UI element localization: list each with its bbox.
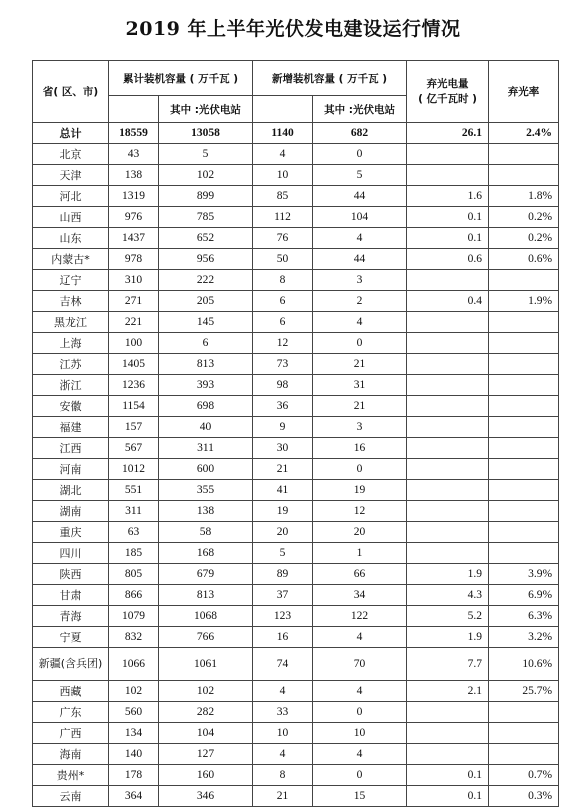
cumulative-capacity-cell: 43 <box>109 144 159 165</box>
cumulative-station-cell: 6 <box>159 333 253 354</box>
curtailed-energy-cell <box>407 723 489 744</box>
subheader-cumulative-total <box>109 96 159 123</box>
region-cell: 湖南 <box>33 501 109 522</box>
curtailment-rate-cell <box>489 165 559 186</box>
table-row <box>33 375 559 396</box>
curtailment-rate-cell <box>489 354 559 375</box>
cumulative-capacity-cell: 364 <box>109 786 159 807</box>
region-cell: 陕西 <box>33 564 109 585</box>
region-cell: 甘肃 <box>33 585 109 606</box>
region-cell: 浙江 <box>33 375 109 396</box>
curtailment-rate-cell: 0.2% <box>489 228 559 249</box>
region-cell: 天津 <box>33 165 109 186</box>
cumulative-capacity-cell: 1319 <box>109 186 159 207</box>
region-cell: 山东 <box>33 228 109 249</box>
curtailment-rate-cell: 1.9% <box>489 291 559 312</box>
new-station-cell: 1 <box>313 543 407 564</box>
cumulative-capacity-cell: 866 <box>109 585 159 606</box>
new-station-cell: 4 <box>313 312 407 333</box>
region-cell: 广东 <box>33 702 109 723</box>
new-capacity-cell: 1140 <box>253 123 313 144</box>
new-station-cell: 4 <box>313 744 407 765</box>
curtailment-rate-cell: 0.7% <box>489 765 559 786</box>
curtailed-energy-cell <box>407 333 489 354</box>
table-row <box>33 648 559 681</box>
cumulative-capacity-cell: 63 <box>109 522 159 543</box>
cumulative-station-cell: 355 <box>159 480 253 501</box>
region-cell: 河北 <box>33 186 109 207</box>
curtailed-energy-cell: 5.2 <box>407 606 489 627</box>
cumulative-capacity-cell: 976 <box>109 207 159 228</box>
cumulative-station-cell: 698 <box>159 396 253 417</box>
region-cell: 宁夏 <box>33 627 109 648</box>
new-capacity-cell: 73 <box>253 354 313 375</box>
curtailed-energy-cell <box>407 702 489 723</box>
curtailment-rate-cell: 0.6% <box>489 249 559 270</box>
region-cell: 安徽 <box>33 396 109 417</box>
new-station-cell: 3 <box>313 417 407 438</box>
curtailment-rate-cell <box>489 480 559 501</box>
cumulative-capacity-cell: 221 <box>109 312 159 333</box>
table-row <box>33 744 559 765</box>
new-capacity-cell: 4 <box>253 681 313 702</box>
cumulative-station-cell: 222 <box>159 270 253 291</box>
curtailed-energy-cell: 7.7 <box>407 648 489 681</box>
cumulative-capacity-cell: 100 <box>109 333 159 354</box>
curtailed-energy-cell <box>407 417 489 438</box>
curtailment-rate-cell <box>489 522 559 543</box>
table-row <box>33 459 559 480</box>
new-capacity-cell: 6 <box>253 291 313 312</box>
curtailment-rate-cell <box>489 744 559 765</box>
curtailed-energy-cell <box>407 396 489 417</box>
curtailed-energy-cell <box>407 144 489 165</box>
cumulative-station-cell: 145 <box>159 312 253 333</box>
table-row <box>33 543 559 564</box>
cumulative-station-cell: 40 <box>159 417 253 438</box>
new-capacity-cell: 6 <box>253 312 313 333</box>
curtailment-rate-cell: 0.3% <box>489 786 559 807</box>
cumulative-station-cell: 168 <box>159 543 253 564</box>
new-station-cell: 70 <box>313 648 407 681</box>
curtailment-rate-cell <box>489 396 559 417</box>
region-cell: 湖北 <box>33 480 109 501</box>
cumulative-capacity-cell: 1079 <box>109 606 159 627</box>
curtailment-rate-cell: 6.3% <box>489 606 559 627</box>
cumulative-station-cell: 102 <box>159 165 253 186</box>
new-station-cell: 4 <box>313 228 407 249</box>
curtailment-rate-cell <box>489 417 559 438</box>
header-row <box>33 61 559 96</box>
curtailed-energy-cell: 0.1 <box>407 765 489 786</box>
region-cell: 北京 <box>33 144 109 165</box>
region-cell: 上海 <box>33 333 109 354</box>
new-station-cell: 682 <box>313 123 407 144</box>
cumulative-station-cell: 13058 <box>159 123 253 144</box>
region-cell: 江西 <box>33 438 109 459</box>
curtailment-rate-cell <box>489 543 559 564</box>
new-station-cell: 4 <box>313 681 407 702</box>
cumulative-station-cell: 346 <box>159 786 253 807</box>
curtailment-rate-cell: 3.9% <box>489 564 559 585</box>
cumulative-station-cell: 652 <box>159 228 253 249</box>
table-row <box>33 585 559 606</box>
curtailment-rate-cell <box>489 438 559 459</box>
new-station-cell: 12 <box>313 501 407 522</box>
curtailed-energy-cell: 0.1 <box>407 207 489 228</box>
curtailed-energy-cell <box>407 459 489 480</box>
header-curtailed-energy: 弃光电量 ( 亿千瓦时 ) <box>407 61 489 123</box>
curtailed-energy-cell: 0.6 <box>407 249 489 270</box>
new-capacity-cell: 20 <box>253 522 313 543</box>
curtailed-energy-cell <box>407 543 489 564</box>
curtailed-energy-cell <box>407 165 489 186</box>
cumulative-capacity-cell: 178 <box>109 765 159 786</box>
cumulative-station-cell: 138 <box>159 501 253 522</box>
curtailed-energy-cell <box>407 270 489 291</box>
cumulative-station-cell: 127 <box>159 744 253 765</box>
curtailed-energy-cell: 1.9 <box>407 627 489 648</box>
region-cell: 吉林 <box>33 291 109 312</box>
new-capacity-cell: 36 <box>253 396 313 417</box>
new-station-cell: 16 <box>313 438 407 459</box>
table-body <box>33 123 559 807</box>
table-row <box>33 786 559 807</box>
new-capacity-cell: 4 <box>253 744 313 765</box>
new-capacity-cell: 41 <box>253 480 313 501</box>
curtailed-energy-cell <box>407 312 489 333</box>
region-cell: 四川 <box>33 543 109 564</box>
curtailment-rate-cell <box>489 333 559 354</box>
curtailed-energy-cell <box>407 375 489 396</box>
region-cell: 西藏 <box>33 681 109 702</box>
cumulative-station-cell: 785 <box>159 207 253 228</box>
table-row <box>33 333 559 354</box>
new-capacity-cell: 74 <box>253 648 313 681</box>
curtailed-energy-cell: 0.1 <box>407 228 489 249</box>
cumulative-capacity-cell: 1066 <box>109 648 159 681</box>
curtailment-rate-cell: 2.4% <box>489 123 559 144</box>
table-row <box>33 417 559 438</box>
cumulative-capacity-cell: 1012 <box>109 459 159 480</box>
curtailment-rate-cell <box>489 144 559 165</box>
new-capacity-cell: 8 <box>253 270 313 291</box>
new-capacity-cell: 10 <box>253 165 313 186</box>
region-cell: 云南 <box>33 786 109 807</box>
new-station-cell: 3 <box>313 270 407 291</box>
total-row <box>33 123 559 144</box>
curtailed-energy-cell: 1.9 <box>407 564 489 585</box>
new-station-cell: 104 <box>313 207 407 228</box>
cumulative-station-cell: 205 <box>159 291 253 312</box>
new-capacity-cell: 10 <box>253 723 313 744</box>
header-new-capacity: 新增装机容量 ( 万千瓦 ) <box>253 61 407 96</box>
new-capacity-cell: 123 <box>253 606 313 627</box>
table-row <box>33 438 559 459</box>
table-row <box>33 765 559 786</box>
curtailed-energy-cell: 1.6 <box>407 186 489 207</box>
new-station-cell: 10 <box>313 723 407 744</box>
new-station-cell: 122 <box>313 606 407 627</box>
region-cell: 黑龙江 <box>33 312 109 333</box>
table-row <box>33 564 559 585</box>
curtailed-energy-cell <box>407 501 489 522</box>
cumulative-station-cell: 1061 <box>159 648 253 681</box>
header-cumulative-capacity: 累计装机容量 ( 万千瓦 ) <box>109 61 253 96</box>
subheader-new-total <box>253 96 313 123</box>
new-capacity-cell: 112 <box>253 207 313 228</box>
cumulative-capacity-cell: 138 <box>109 165 159 186</box>
region-cell: 河南 <box>33 459 109 480</box>
curtailment-rate-cell: 3.2% <box>489 627 559 648</box>
cumulative-station-cell: 956 <box>159 249 253 270</box>
table-row <box>33 480 559 501</box>
cumulative-station-cell: 813 <box>159 585 253 606</box>
new-station-cell: 15 <box>313 786 407 807</box>
region-cell: 总计 <box>33 123 109 144</box>
cumulative-station-cell: 58 <box>159 522 253 543</box>
curtailed-energy-cell: 26.1 <box>407 123 489 144</box>
pv-data-table <box>32 60 559 807</box>
new-capacity-cell: 16 <box>253 627 313 648</box>
curtailment-rate-cell <box>489 723 559 744</box>
curtailed-energy-cell: 4.3 <box>407 585 489 606</box>
new-station-cell: 44 <box>313 186 407 207</box>
new-capacity-cell: 19 <box>253 501 313 522</box>
cumulative-capacity-cell: 310 <box>109 270 159 291</box>
new-capacity-cell: 5 <box>253 543 313 564</box>
table-row <box>33 291 559 312</box>
cumulative-station-cell: 393 <box>159 375 253 396</box>
new-station-cell: 31 <box>313 375 407 396</box>
new-capacity-cell: 8 <box>253 765 313 786</box>
new-station-cell: 5 <box>313 165 407 186</box>
table-row <box>33 249 559 270</box>
new-station-cell: 0 <box>313 459 407 480</box>
cumulative-station-cell: 1068 <box>159 606 253 627</box>
cumulative-station-cell: 282 <box>159 702 253 723</box>
cumulative-capacity-cell: 271 <box>109 291 159 312</box>
new-station-cell: 21 <box>313 396 407 417</box>
cumulative-capacity-cell: 832 <box>109 627 159 648</box>
table-row <box>33 681 559 702</box>
cumulative-station-cell: 813 <box>159 354 253 375</box>
curtailment-rate-cell: 25.7% <box>489 681 559 702</box>
table-row <box>33 702 559 723</box>
new-capacity-cell: 37 <box>253 585 313 606</box>
cumulative-capacity-cell: 978 <box>109 249 159 270</box>
cumulative-station-cell: 160 <box>159 765 253 786</box>
cumulative-capacity-cell: 157 <box>109 417 159 438</box>
curtailed-energy-cell: 0.4 <box>407 291 489 312</box>
new-station-cell: 0 <box>313 765 407 786</box>
header-curtailment-rate: 弃光率 <box>489 61 559 123</box>
cumulative-capacity-cell: 185 <box>109 543 159 564</box>
table-row <box>33 207 559 228</box>
curtailment-rate-cell <box>489 270 559 291</box>
cumulative-station-cell: 5 <box>159 144 253 165</box>
table-row <box>33 501 559 522</box>
new-capacity-cell: 85 <box>253 186 313 207</box>
cumulative-capacity-cell: 1236 <box>109 375 159 396</box>
new-station-cell: 66 <box>313 564 407 585</box>
table-row <box>33 186 559 207</box>
cumulative-station-cell: 899 <box>159 186 253 207</box>
curtailment-rate-cell <box>489 501 559 522</box>
curtailed-energy-cell: 0.1 <box>407 786 489 807</box>
table-row <box>33 228 559 249</box>
table-row <box>33 270 559 291</box>
region-cell: 广西 <box>33 723 109 744</box>
table-row <box>33 396 559 417</box>
cumulative-capacity-cell: 18559 <box>109 123 159 144</box>
subheader-cumulative-station: 其中 :光伏电站 <box>159 96 253 123</box>
new-capacity-cell: 30 <box>253 438 313 459</box>
new-station-cell: 0 <box>313 333 407 354</box>
curtailed-energy-cell: 2.1 <box>407 681 489 702</box>
new-station-cell: 19 <box>313 480 407 501</box>
subheader-new-station: 其中 :光伏电站 <box>313 96 407 123</box>
cumulative-capacity-cell: 551 <box>109 480 159 501</box>
curtailed-energy-cell <box>407 354 489 375</box>
region-cell: 山西 <box>33 207 109 228</box>
curtailment-rate-cell: 1.8% <box>489 186 559 207</box>
curtailed-energy-cell <box>407 744 489 765</box>
new-capacity-cell: 12 <box>253 333 313 354</box>
table-row <box>33 312 559 333</box>
region-cell: 江苏 <box>33 354 109 375</box>
new-capacity-cell: 21 <box>253 786 313 807</box>
new-capacity-cell: 76 <box>253 228 313 249</box>
table-row <box>33 723 559 744</box>
table-row <box>33 165 559 186</box>
cumulative-capacity-cell: 1154 <box>109 396 159 417</box>
table-row <box>33 627 559 648</box>
new-station-cell: 20 <box>313 522 407 543</box>
curtailment-rate-cell <box>489 375 559 396</box>
new-capacity-cell: 9 <box>253 417 313 438</box>
cumulative-capacity-cell: 140 <box>109 744 159 765</box>
cumulative-station-cell: 102 <box>159 681 253 702</box>
cumulative-station-cell: 766 <box>159 627 253 648</box>
table-row <box>33 354 559 375</box>
region-cell: 福建 <box>33 417 109 438</box>
region-cell: 辽宁 <box>33 270 109 291</box>
cumulative-capacity-cell: 567 <box>109 438 159 459</box>
region-cell: 青海 <box>33 606 109 627</box>
region-cell: 新疆(含兵团) <box>33 648 109 681</box>
table-row <box>33 522 559 543</box>
new-capacity-cell: 89 <box>253 564 313 585</box>
curtailed-energy-cell <box>407 480 489 501</box>
new-capacity-cell: 33 <box>253 702 313 723</box>
new-station-cell: 44 <box>313 249 407 270</box>
new-capacity-cell: 98 <box>253 375 313 396</box>
cumulative-capacity-cell: 1437 <box>109 228 159 249</box>
curtailed-energy-cell <box>407 438 489 459</box>
region-cell: 贵州* <box>33 765 109 786</box>
new-station-cell: 0 <box>313 702 407 723</box>
new-station-cell: 0 <box>313 144 407 165</box>
curtailment-rate-cell <box>489 702 559 723</box>
region-cell: 重庆 <box>33 522 109 543</box>
curtailment-rate-cell: 6.9% <box>489 585 559 606</box>
new-station-cell: 21 <box>313 354 407 375</box>
new-station-cell: 34 <box>313 585 407 606</box>
new-capacity-cell: 50 <box>253 249 313 270</box>
cumulative-station-cell: 679 <box>159 564 253 585</box>
new-station-cell: 4 <box>313 627 407 648</box>
curtailment-rate-cell <box>489 459 559 480</box>
cumulative-station-cell: 600 <box>159 459 253 480</box>
curtailment-rate-cell: 10.6% <box>489 648 559 681</box>
cumulative-capacity-cell: 311 <box>109 501 159 522</box>
cumulative-station-cell: 311 <box>159 438 253 459</box>
cumulative-capacity-cell: 102 <box>109 681 159 702</box>
region-cell: 内蒙古* <box>33 249 109 270</box>
curtailment-rate-cell <box>489 312 559 333</box>
region-cell: 海南 <box>33 744 109 765</box>
cumulative-capacity-cell: 805 <box>109 564 159 585</box>
cumulative-capacity-cell: 560 <box>109 702 159 723</box>
table-row <box>33 144 559 165</box>
curtailed-energy-cell <box>407 522 489 543</box>
cumulative-capacity-cell: 134 <box>109 723 159 744</box>
table-row <box>33 606 559 627</box>
header-region: 省( 区、市) <box>33 61 109 123</box>
cumulative-station-cell: 104 <box>159 723 253 744</box>
new-station-cell: 2 <box>313 291 407 312</box>
curtailment-rate-cell: 0.2% <box>489 207 559 228</box>
cumulative-capacity-cell: 1405 <box>109 354 159 375</box>
new-capacity-cell: 4 <box>253 144 313 165</box>
new-capacity-cell: 21 <box>253 459 313 480</box>
page-title: 2019 年上半年光伏发电建设运行情况 <box>125 18 461 40</box>
